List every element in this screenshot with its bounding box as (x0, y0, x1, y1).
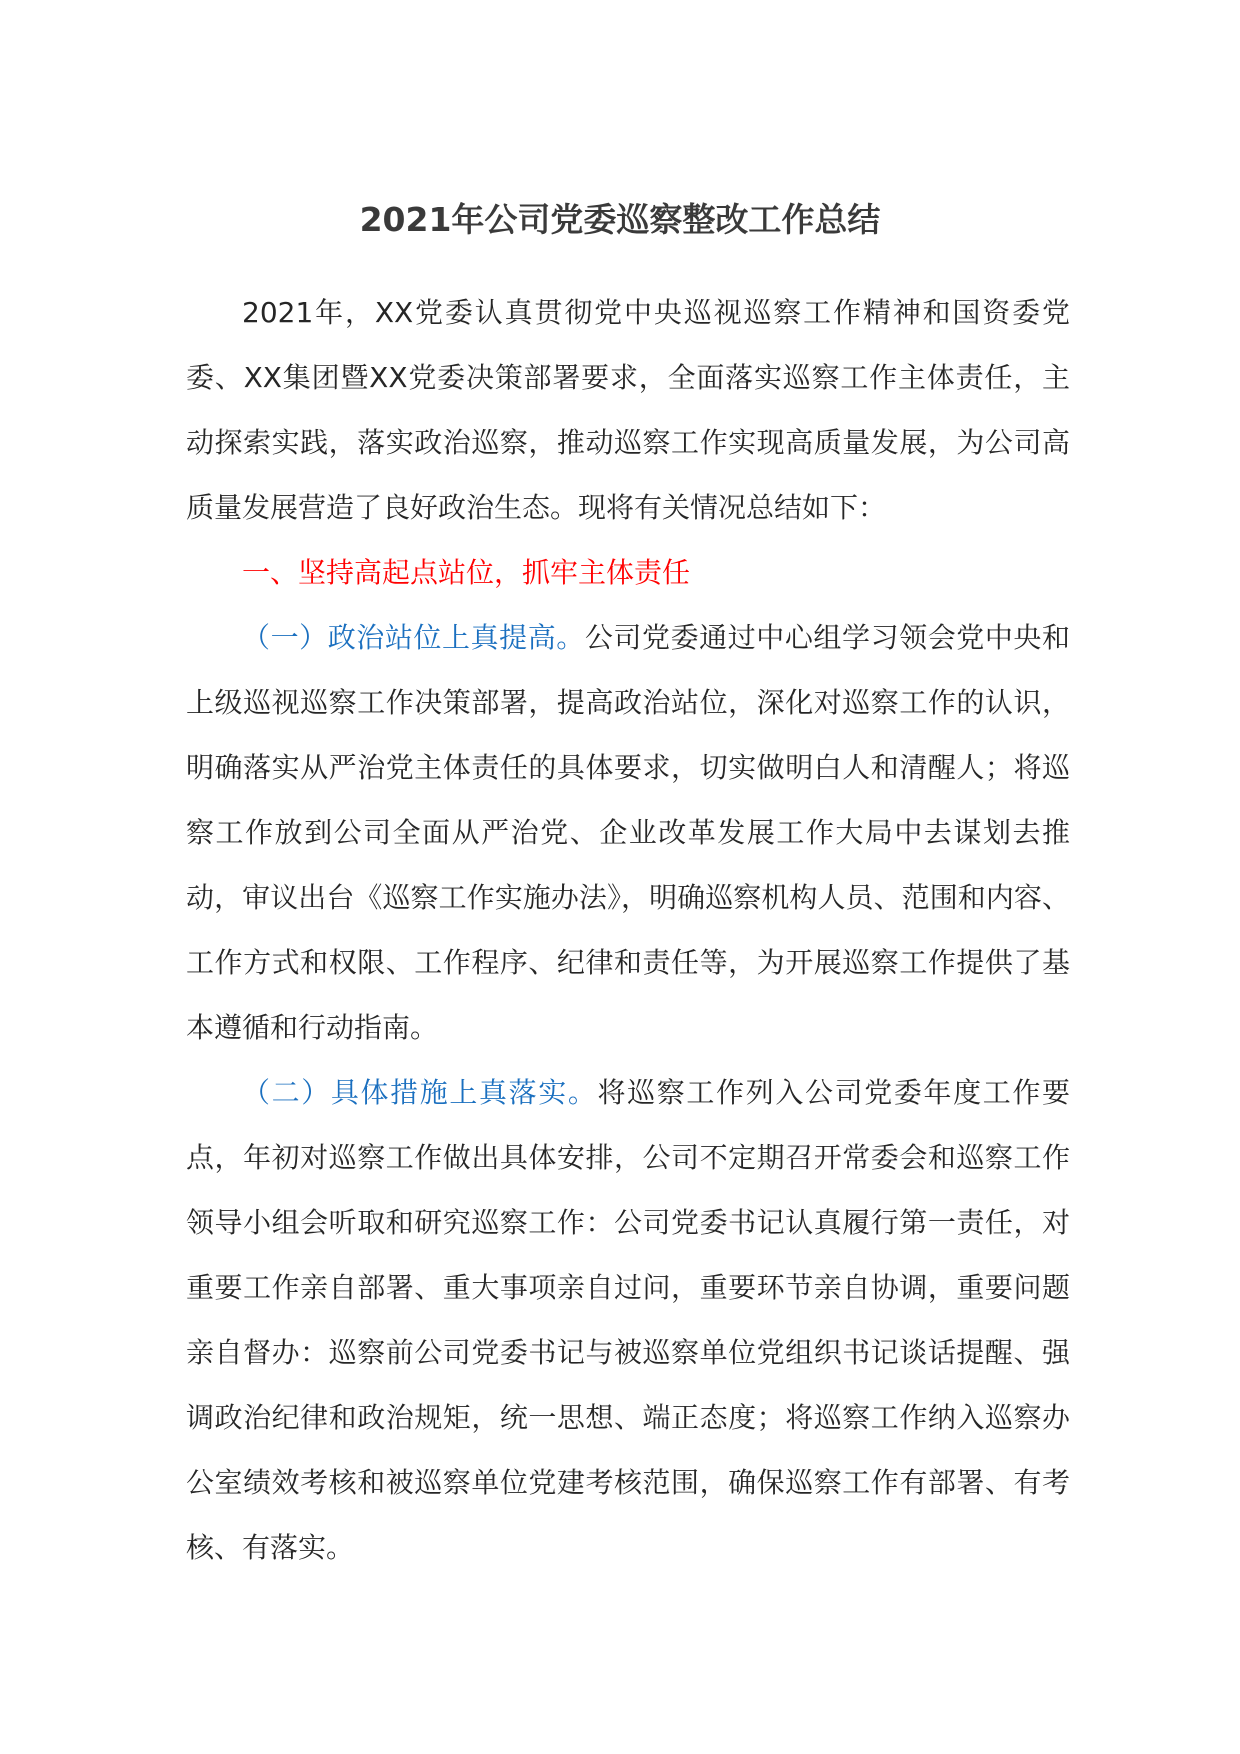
section-heading: 一、坚持高起点站位，抓牢主体责任 (242, 556, 691, 589)
subheading-1: （一）政治站位上真提高。 (242, 621, 585, 654)
document-title: 2021年公司党委巡察整改工作总结 (359, 200, 881, 239)
intro-paragraph: 2021年，XX党委认真贯彻党中央巡视巡察工作精神和国资委党委、XX集团暨XX党委决策部署要求，全面落实巡察工作主体责任，主动探索实践，落实政治巡察，推动巡察工作实现高质量发展，为公司高质量发展营造了良好政治生态。现将有关情况总结如下： (186, 296, 1070, 524)
paragraph-item-1 (186, 605, 1070, 1060)
paragraph-item-2-text: 将巡察工作列入公司党委年度工作要点，年初对巡察工作做出具体安排，公司不定期召开常委会和巡察工作领导小组会听取和研究巡察工作：公司党委书记认真履行第一责任，对重要工作亲自部署、重大事项亲自过问，重要环节亲自协调，重要问题亲自督办：巡察前公司党委书记与被巡察单位党组织书记谈话提醒、强调政治纪律和政治规矩，统一思想、端正态度；将巡察工作纳入巡察办公室绩效考核和被巡察单位党建考核范围，确保巡察工作有部署、有考核、有落实。 (186, 1076, 1070, 1564)
paragraph-item-1-text: 公司党委通过中心组学习领会党中央和上级巡视巡察工作决策部署，提高政治站位，深化对巡察工作的认识，明确落实从严治党主体责任的具体要求，切实做明白人和清醒人；将巡察工作放到公司全面从严治党、企业改革发展工作大局中去谋划去推动，审议出台《巡察工作实施办法》，明确巡察机构人员、范围和内容、工作方式和权限、工作程序、纪律和责任等，为开展巡察工作提供了基本遵循和行动指南。 (186, 621, 1070, 1044)
document-body (186, 280, 1070, 1580)
subheading-2: （二）具体措施上真落实。 (242, 1076, 598, 1109)
paragraph-item-2 (186, 1060, 1070, 1580)
